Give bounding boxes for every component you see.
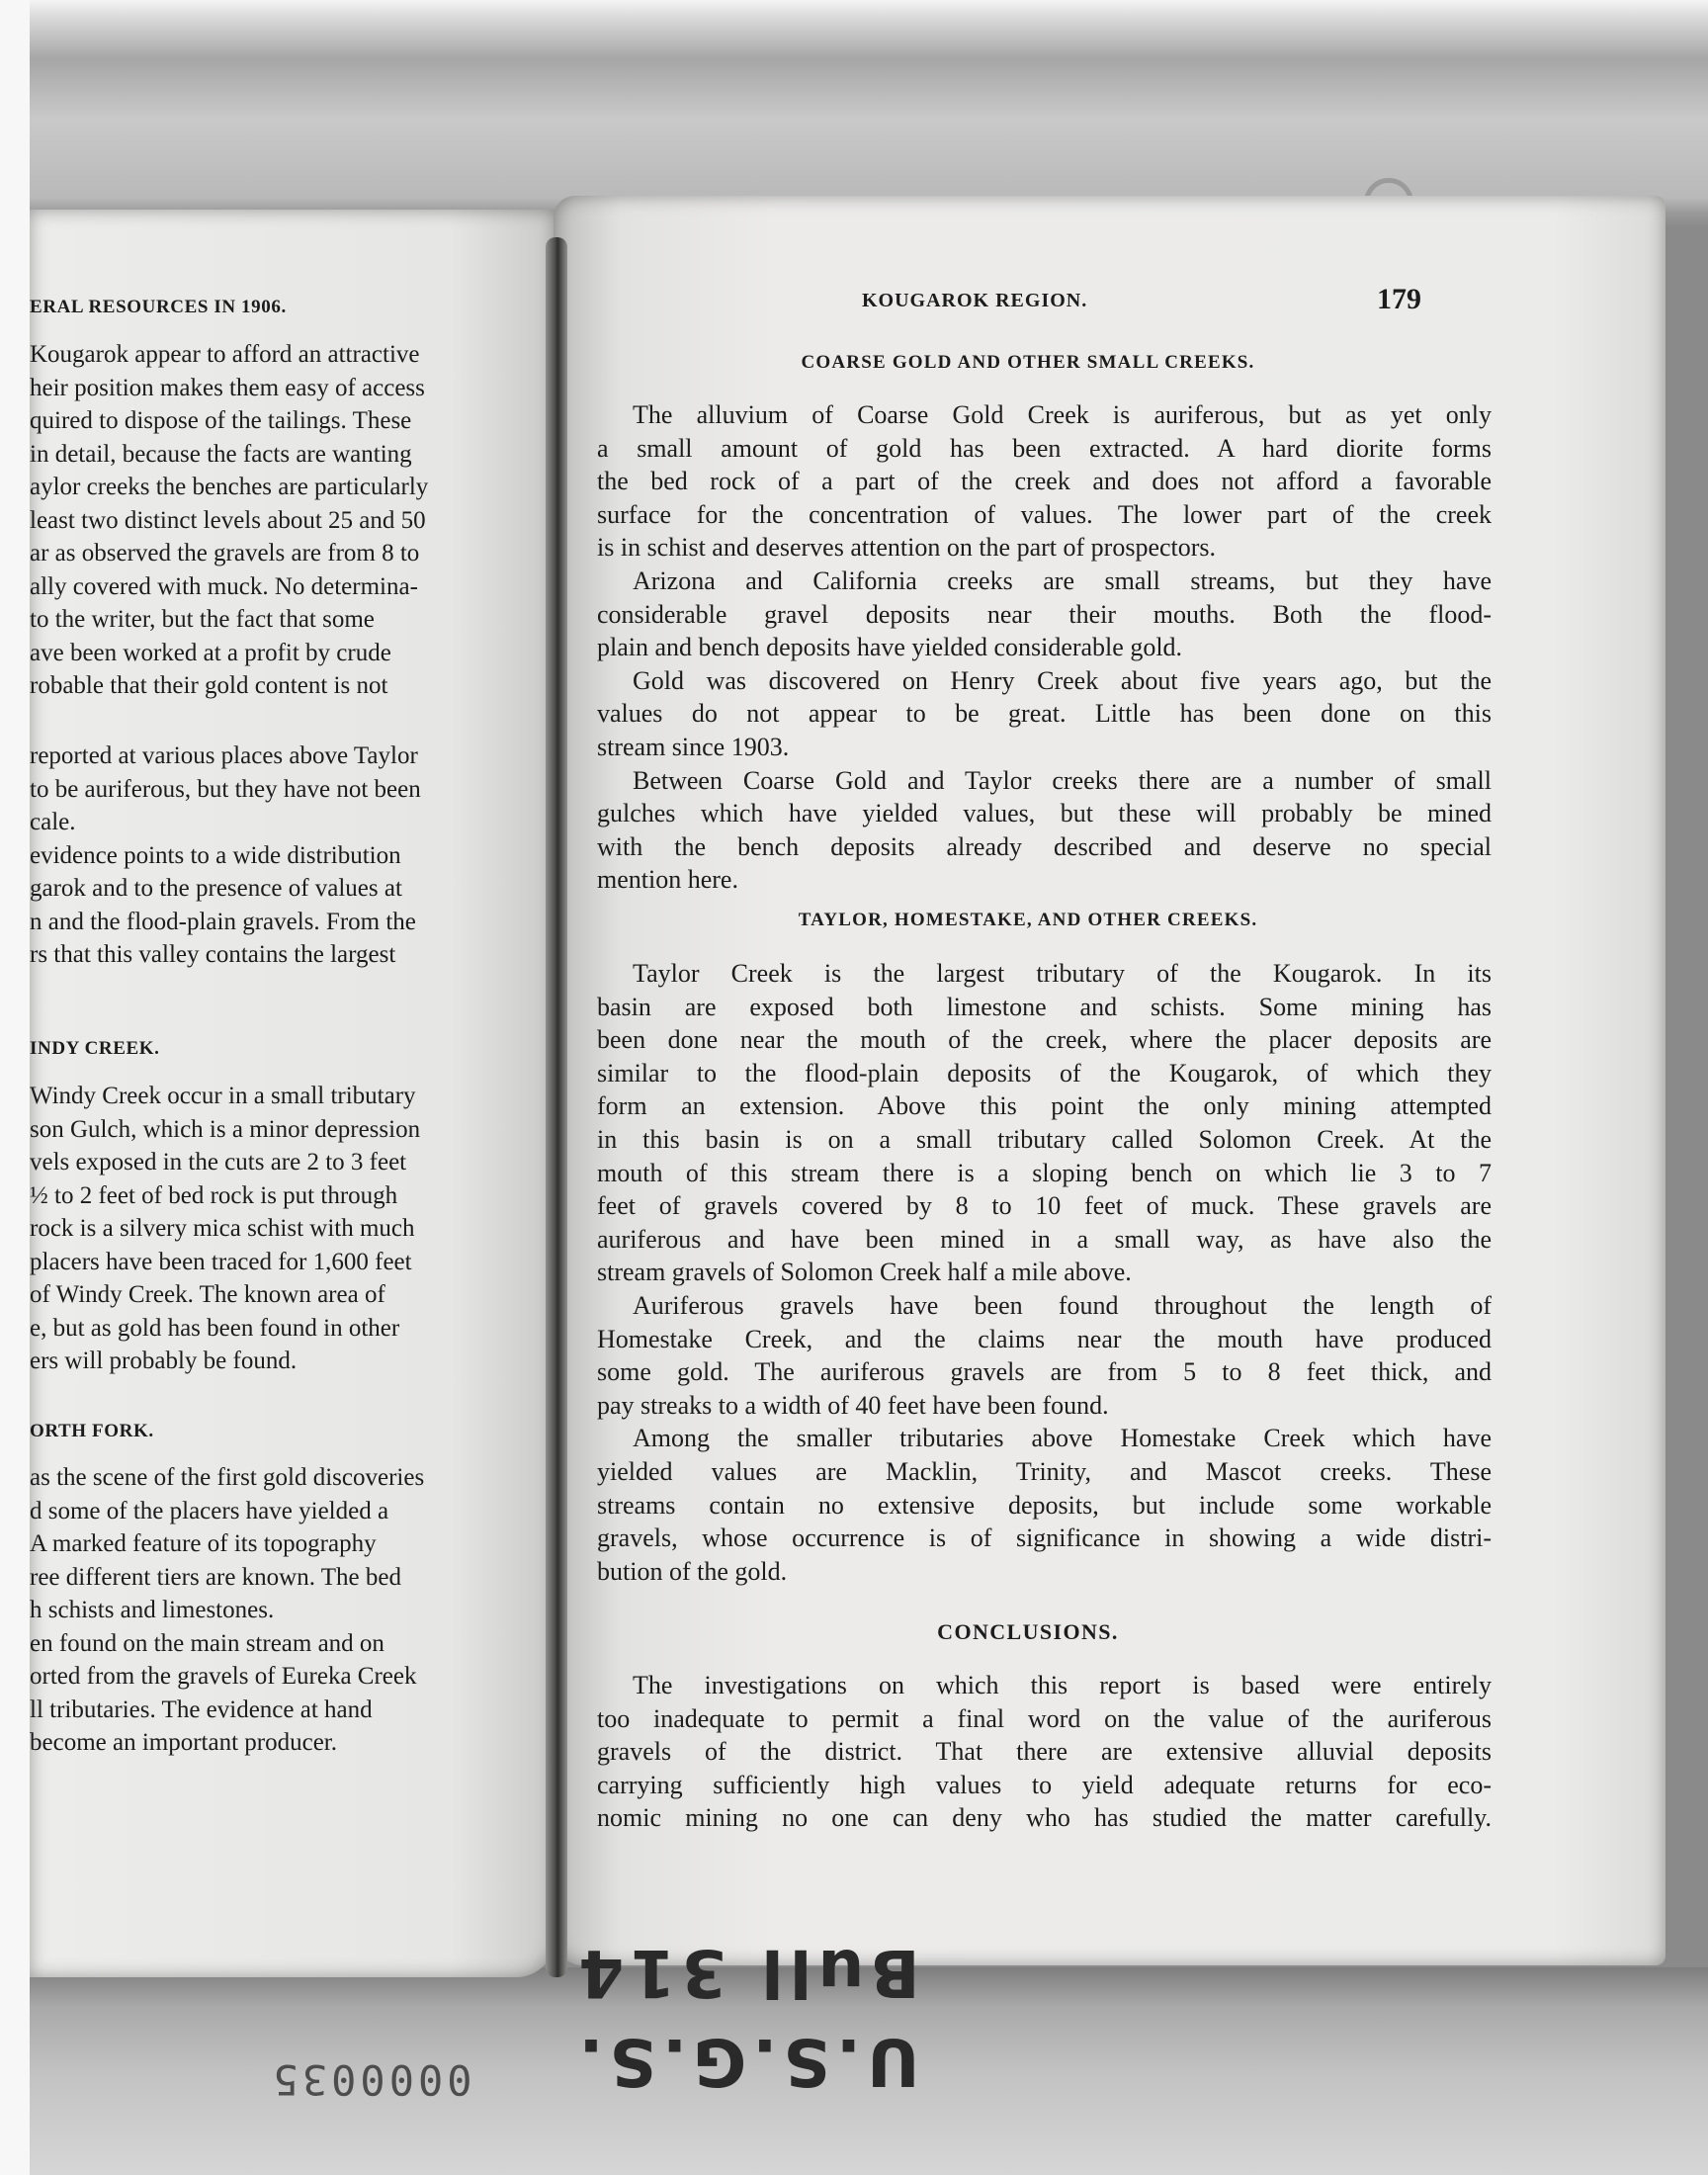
- text-line: similar to the flood-plain deposits of the Kougarok, of which they: [597, 1058, 1492, 1088]
- text-line: placers have been traced for 1,600 feet: [30, 1248, 412, 1275]
- scanner-left-edge: [0, 0, 30, 2175]
- text-line: is in schist and deserves attention on the part of prospectors.: [597, 533, 1217, 563]
- left-paragraph-3: [30, 1080, 544, 1378]
- text-line: become an important producer.: [30, 1729, 337, 1756]
- text-line: Gold was discovered on Henry Creek about five years ago, but the: [633, 665, 1492, 695]
- left-section-heading-windy: INDY CREEK.: [30, 1038, 160, 1059]
- text-line: Between Coarse Gold and Taylor creeks there are a number of small: [633, 765, 1492, 795]
- text-line: gulches which have yielded values, but these will probably be mined: [597, 799, 1492, 828]
- text-line: The alluvium of Coarse Gold Creek is auriferous, but as yet only: [633, 400, 1492, 429]
- text-line: en found on the main stream and on: [30, 1629, 384, 1657]
- text-line: feet of gravels covered by 8 to 10 feet of muck. These gravels are: [597, 1191, 1492, 1221]
- text-line: basin are exposed both limestone and schists. Some mining has: [597, 992, 1492, 1021]
- left-page: [30, 210, 555, 1977]
- text-line: ar as observed the gravels are from 8 to: [30, 540, 420, 566]
- text-line: ers will probably be found.: [30, 1348, 298, 1374]
- text-line: h schists and limestones.: [30, 1597, 275, 1623]
- text-line: in this basin is on a small tributary called Solomon Creek. At the: [597, 1124, 1492, 1154]
- text-line: carrying sufficiently high values to yield adequate returns for eco-: [597, 1770, 1492, 1799]
- text-line: cale.: [30, 809, 76, 835]
- text-line: The investigations on which this report is based were entirely: [633, 1671, 1492, 1699]
- text-line: Taylor Creek is the largest tributary of the Kougarok. In its: [633, 959, 1492, 988]
- text-line: with the bench deposits already described and deserve no special: [597, 831, 1492, 861]
- text-line: ll tributaries. The evidence at hand: [30, 1696, 373, 1723]
- text-line: surface for the concentration of values. The lower part of the creek: [597, 499, 1492, 529]
- right-running-head: KOUGAROK REGION.: [862, 290, 1088, 311]
- text-line: some gold. The auriferous gravels are from 5 to 8 feet thick, and: [597, 1357, 1492, 1387]
- text-line: vels exposed in the cuts are 2 to 3 feet: [30, 1149, 407, 1175]
- text-line: rock is a silvery mica schist with much: [30, 1215, 415, 1242]
- text-line: son Gulch, which is a minor depression: [30, 1115, 421, 1143]
- text-line: Auriferous gravels have been found throughout the length of: [633, 1290, 1492, 1320]
- left-running-head: ERAL RESOURCES IN 1906.: [30, 297, 287, 317]
- text-line: Homestake Creek, and the claims near the mouth have produced: [597, 1324, 1492, 1353]
- text-line: aylor creeks the benches are particularly: [30, 474, 429, 500]
- text-line: reported at various places above Taylor: [30, 742, 418, 769]
- text-line: been done near the mouth of the creek, where the placer deposits are: [597, 1025, 1492, 1055]
- text-line: values do not appear to be great. Little has been done on this: [597, 699, 1492, 729]
- text-line: streams contain no extensive deposits, but include some workable: [597, 1490, 1492, 1520]
- book-gutter: [546, 237, 567, 1977]
- text-line: yielded values are Macklin, Trinity, and Mascot creeks. These: [597, 1456, 1492, 1486]
- text-line: rs that this valley contains the largest: [30, 941, 396, 968]
- text-line: ally covered with muck. No determina-: [30, 572, 418, 600]
- text-line: a small amount of gold has been extracted. A hard diorite forms: [597, 433, 1492, 463]
- right-section-coarse-gold: [597, 398, 1492, 897]
- section-heading-taylor-homestake: TAYLOR, HOMESTAKE, AND OTHER CREEKS.: [798, 910, 1258, 930]
- left-section-heading-north-fork: ORTH FORK.: [30, 1421, 154, 1441]
- text-line: in detail, because the facts are wanting: [30, 440, 412, 468]
- text-line: ave been worked at a profit by crude: [30, 639, 391, 666]
- text-line: heir position makes them easy of access: [30, 374, 425, 401]
- text-line: pay streaks to a width of 40 feet have been found.: [597, 1390, 1109, 1420]
- text-line: robable that their gold content is not: [30, 672, 388, 699]
- text-line: nomic mining no one can deny who has studied the matter carefully.: [597, 1803, 1492, 1833]
- text-line: the bed rock of a part of the creek and does not afford a favorable: [597, 467, 1492, 496]
- left-paragraph-1: [30, 338, 544, 703]
- section-heading-conclusions: CONCLUSIONS.: [937, 1619, 1119, 1644]
- text-line: ree different tiers are known. The bed: [30, 1563, 402, 1591]
- right-section-conclusions: [597, 1669, 1492, 1835]
- text-line: d some of the placers have yielded a: [30, 1497, 389, 1524]
- stamped-number: 0000035: [269, 2055, 472, 2104]
- text-line: quired to dispose of the tailings. These: [30, 407, 412, 434]
- text-line: as the scene of the first gold discoveries: [30, 1464, 425, 1491]
- text-line: of Windy Creek. The known area of: [30, 1281, 385, 1308]
- text-line: too inadequate to permit a final word on the value of the auriferous: [597, 1703, 1492, 1733]
- text-line: to the writer, but the fact that some: [30, 606, 375, 633]
- text-line: ½ to 2 feet of bed rock is put through: [30, 1181, 398, 1209]
- text-line: orted from the gravels of Eureka Creek: [30, 1663, 417, 1690]
- text-line: Windy Creek occur in a small tributary: [30, 1083, 416, 1109]
- text-line: evidence points to a wide distribution: [30, 841, 401, 869]
- handwritten-annotation: U.S.G.S. Bull 314: [572, 1935, 920, 2100]
- left-paragraph-4: [30, 1461, 544, 1760]
- text-line: stream gravels of Solomon Creek half a mile above.: [597, 1258, 1132, 1287]
- text-line: A marked feature of its topography: [30, 1530, 377, 1557]
- text-line: n and the flood-plain gravels. From the: [30, 908, 416, 935]
- text-line: gravels, whose occurrence is of significance in showing a wide distri-: [597, 1523, 1492, 1553]
- text-line: Arizona and California creeks are small streams, but they have: [633, 566, 1492, 595]
- text-line: gravels of the district. That there are extensive alluvial deposits: [597, 1737, 1492, 1767]
- right-section-taylor-homestake: [597, 957, 1492, 1588]
- text-line: Among the smaller tributaries above Homestake Creek which have: [633, 1424, 1492, 1453]
- text-line: mention here.: [597, 865, 738, 895]
- text-line: stream since 1903.: [597, 732, 790, 761]
- text-line: bution of the gold.: [597, 1556, 788, 1586]
- text-line: considerable gravel deposits near their mouths. Both the flood-: [597, 599, 1492, 629]
- text-line: e, but as gold has been found in other: [30, 1314, 400, 1342]
- text-line: plain and bench deposits have yielded considerable gold.: [597, 633, 1183, 662]
- text-line: auriferous and have been mined in a small way, as have also the: [597, 1224, 1492, 1254]
- text-line: garok and to the presence of values at: [30, 875, 402, 902]
- section-heading-coarse-gold: COARSE GOLD AND OTHER SMALL CREEKS.: [801, 352, 1255, 373]
- text-line: mouth of this stream there is a sloping bench on which lie 3 to 7: [597, 1158, 1492, 1187]
- page-number: 179: [1377, 283, 1421, 315]
- text-line: form an extension. Above this point the only mining attempted: [597, 1091, 1492, 1121]
- left-paragraph-2: [30, 740, 544, 972]
- text-line: to be auriferous, but they have not been: [30, 775, 421, 803]
- right-page: [554, 196, 1665, 1965]
- text-line: least two distinct levels about 25 and 50: [30, 506, 426, 534]
- text-line: Kougarok appear to afford an attractive: [30, 341, 420, 368]
